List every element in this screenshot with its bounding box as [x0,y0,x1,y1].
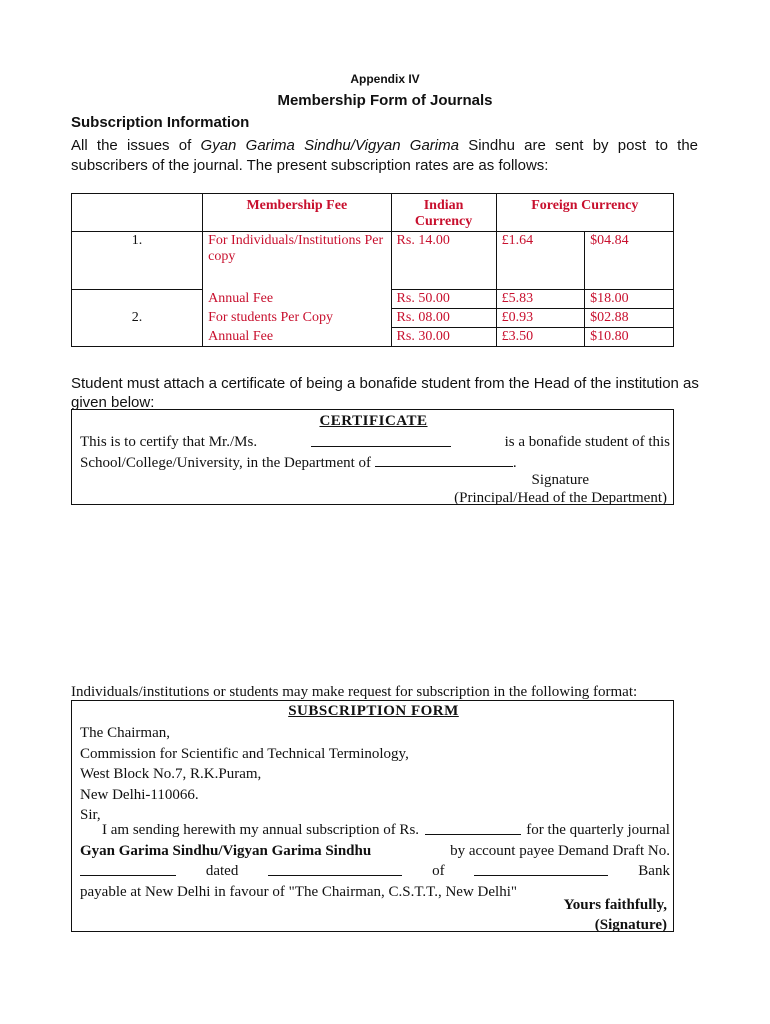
table-row [72,328,674,347]
table-row [72,232,674,290]
para-journal: Gyan Garima Sindhu/Vigyan Garima Sindhu [80,842,372,859]
row-number: 2. [72,309,203,328]
row-inr: Rs. 08.00 [391,309,496,328]
appendix-label: Appendix IV [350,72,420,86]
fee-table [71,193,674,347]
row-usd: $18.00 [585,290,674,309]
row-number: 1. [72,232,203,290]
row-label: For Individuals/Institutions Per copy [203,232,391,290]
address-line: West Block No.7, R.K.Puram, [80,766,262,782]
row-gbp: £0.93 [496,309,585,328]
subscription-form-heading: SUBSCRIPTION FORM [288,703,459,719]
row-inr: Rs. 14.00 [391,232,496,290]
table-row [72,290,674,309]
request-note: Individuals/institutions or students may make request for subscription in the following format: [71,684,638,700]
address-block [80,723,409,826]
para-p2: for the quarterly journal [526,822,670,838]
certificate-line-1 [80,432,670,452]
intro-post: Sindhu are sent by post to the subscribers of the journal. The present subscription rates are as follows: [71,137,699,174]
amount-blank[interactable] [425,820,521,835]
subscription-paragraph [80,820,670,902]
row-usd: $10.80 [585,328,674,347]
table-header-row [72,194,674,232]
journal-name: Gyan Garima Sindhu/Vigyan Garima [200,137,459,154]
closing: Yours faithfully, [563,897,667,913]
intro-pre: All the issues of [71,137,201,154]
para-p4: dated [205,863,239,879]
student-note: Student must attach a certificate of being a bonafide student from the Head of the institution as given below: [71,375,699,411]
department-blank[interactable] [375,452,513,467]
certificate-line2-pre: School/College/University, in the Department of [80,455,372,471]
address-line: New Delhi-110066. [80,786,199,803]
row-usd: $04.84 [585,232,674,290]
para-p3: by account payee Demand Draft No. [450,842,670,859]
date-blank[interactable] [268,861,402,876]
certificate-signature: Signature [531,472,589,488]
dd-number-blank[interactable] [80,861,176,876]
closing-signature: (Signature) [594,917,667,933]
table-header-blank [72,194,203,232]
row-usd: $02.88 [585,309,674,328]
row-label: Annual Fee [203,328,391,347]
intro-paragraph [71,136,698,176]
para-p5: of [432,863,445,879]
certificate-line2-post: . [512,455,517,471]
table-row [72,309,674,328]
certificate-line1-post: is a bonafide student of this [504,434,670,450]
page-title: Membership Form of Journals [277,92,493,109]
bank-blank[interactable] [474,861,608,876]
certificate-box [71,409,674,505]
row-inr: Rs. 50.00 [391,290,496,309]
para-line-3 [80,861,670,882]
certificate-line-2 [80,452,670,473]
student-name-blank[interactable] [311,432,451,447]
row-inr: Rs. 30.00 [391,328,496,347]
row-label: Annual Fee [203,290,391,309]
salutation: Sir, [80,807,101,823]
certificate-heading: CERTIFICATE [319,413,428,429]
address-line: Commission for Scientific and Technical Terminology, [80,745,409,762]
table-header-foreign: Foreign Currency [496,194,673,232]
para-p6: Bank [638,863,670,879]
certificate-signatory: (Principal/Head of the Department) [454,490,667,506]
subscription-form-box [71,700,674,932]
table-header-membership: Membership Fee [203,194,391,232]
row-gbp: £1.64 [496,232,585,290]
table-header-indian: Indian Currency [391,194,496,232]
para-line-2 [80,841,670,862]
address-line: The Chairman, [80,725,170,741]
row-number [72,328,203,347]
para-line-1 [80,820,670,841]
para-p1: I am sending herewith my annual subscription of Rs. [102,822,420,838]
para-line-4: payable at New Delhi in favour of "The Chairman, C.S.T.T., New Delhi" [80,883,517,900]
row-gbp: £5.83 [496,290,585,309]
row-label: For students Per Copy [203,309,391,328]
certificate-line1-pre: This is to certify that Mr./Ms. [80,434,258,450]
row-gbp: £3.50 [496,328,585,347]
section-heading: Subscription Information [71,114,250,131]
row-number [72,290,203,309]
closing-block [564,895,667,935]
